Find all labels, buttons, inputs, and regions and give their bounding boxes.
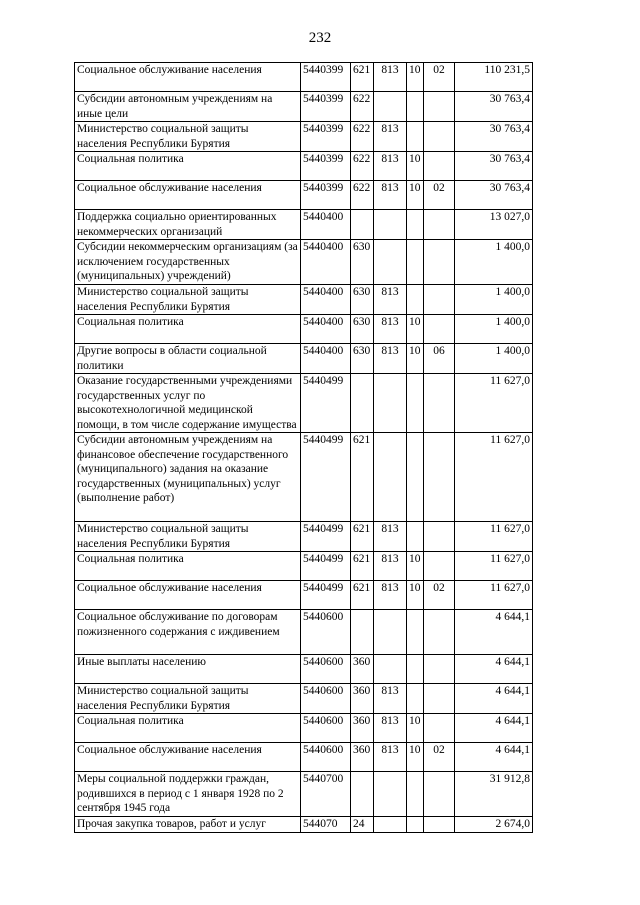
row-section: 10 (407, 714, 424, 743)
row-code: 5440399 (301, 92, 351, 122)
row-type (351, 210, 374, 240)
row-type: 630 (351, 344, 374, 374)
row-ministry (374, 817, 407, 833)
row-code: 5440399 (301, 152, 351, 181)
table-row (75, 92, 533, 122)
row-amount: 4 644,1 (455, 714, 533, 743)
row-ministry: 813 (374, 122, 407, 152)
row-name: Социальная политика (75, 315, 301, 344)
row-subsection (424, 210, 455, 240)
row-ministry (374, 240, 407, 285)
table-row (75, 63, 533, 92)
row-code: 5440400 (301, 344, 351, 374)
row-amount: 11 627,0 (455, 433, 533, 522)
row-ministry: 813 (374, 315, 407, 344)
row-amount: 1 400,0 (455, 240, 533, 285)
row-ministry (374, 772, 407, 817)
row-name: Социальное обслуживание населения (75, 743, 301, 772)
row-type: 621 (351, 552, 374, 581)
row-name: Иные выплаты населению (75, 655, 301, 684)
row-subsection (424, 817, 455, 833)
row-code: 5440400 (301, 315, 351, 344)
row-section (407, 522, 424, 552)
row-amount: 30 763,4 (455, 122, 533, 152)
row-section: 10 (407, 152, 424, 181)
row-type: 621 (351, 522, 374, 552)
row-name: Социальная политика (75, 152, 301, 181)
page-number: 232 (308, 30, 332, 46)
row-name: Социальное обслуживание населения (75, 63, 301, 92)
row-name: Меры социальной поддержки граждан, родившихся в период с 1 января 1928 по 2 сентября 1945 года (75, 772, 301, 817)
row-code: 5440600 (301, 743, 351, 772)
row-section (407, 433, 424, 522)
row-code: 5440399 (301, 181, 351, 210)
row-subsection (424, 374, 455, 433)
row-type: 621 (351, 433, 374, 522)
row-subsection (424, 714, 455, 743)
table-row (75, 344, 533, 374)
row-name: Социальное обслуживание по договорам пожизненного содержания с иждивением (75, 610, 301, 655)
row-section: 10 (407, 315, 424, 344)
row-amount: 11 627,0 (455, 522, 533, 552)
row-code: 5440499 (301, 552, 351, 581)
row-subsection (424, 655, 455, 684)
row-ministry: 813 (374, 684, 407, 714)
row-section: 10 (407, 344, 424, 374)
row-ministry: 813 (374, 743, 407, 772)
table-row (75, 122, 533, 152)
row-ministry (374, 610, 407, 655)
row-subsection: 02 (424, 743, 455, 772)
row-amount: 30 763,4 (455, 152, 533, 181)
row-ministry: 813 (374, 181, 407, 210)
row-type (351, 772, 374, 817)
row-amount: 4 644,1 (455, 684, 533, 714)
row-ministry: 813 (374, 581, 407, 610)
table-row (75, 552, 533, 581)
table-row (75, 433, 533, 522)
table-row (75, 684, 533, 714)
row-subsection (424, 285, 455, 315)
row-amount: 2 674,0 (455, 817, 533, 833)
table-row (75, 714, 533, 743)
row-name: Социальное обслуживание населения (75, 581, 301, 610)
row-amount: 4 644,1 (455, 610, 533, 655)
row-code: 5440400 (301, 210, 351, 240)
row-section (407, 610, 424, 655)
row-type: 622 (351, 122, 374, 152)
row-type: 630 (351, 285, 374, 315)
table-row (75, 581, 533, 610)
row-type: 360 (351, 743, 374, 772)
row-name: Поддержка социально ориентированных некоммерческих организаций (75, 210, 301, 240)
row-section (407, 655, 424, 684)
row-subsection: 06 (424, 344, 455, 374)
row-amount: 11 627,0 (455, 581, 533, 610)
row-code: 5440399 (301, 122, 351, 152)
row-subsection (424, 684, 455, 714)
row-subsection (424, 772, 455, 817)
row-code: 5440700 (301, 772, 351, 817)
row-subsection (424, 240, 455, 285)
row-type: 621 (351, 581, 374, 610)
row-type: 622 (351, 152, 374, 181)
table-row (75, 743, 533, 772)
row-ministry (374, 655, 407, 684)
row-section: 10 (407, 63, 424, 92)
row-code: 5440600 (301, 714, 351, 743)
row-name: Министерство социальной защиты населения Республики Бурятия (75, 122, 301, 152)
row-section (407, 817, 424, 833)
row-ministry: 813 (374, 344, 407, 374)
row-code: 5440600 (301, 610, 351, 655)
row-ministry (374, 210, 407, 240)
table-row (75, 240, 533, 285)
table-row (75, 285, 533, 315)
row-amount: 11 627,0 (455, 374, 533, 433)
row-subsection: 02 (424, 181, 455, 210)
row-code: 544070 (301, 817, 351, 833)
row-name: Оказание государственными учреждениями государственных услуг по высокотехнологичной медицинской помощи, в том числе содержание имущества (75, 374, 301, 433)
table-row (75, 522, 533, 552)
row-ministry (374, 92, 407, 122)
row-subsection (424, 433, 455, 522)
row-name: Социальная политика (75, 714, 301, 743)
row-type: 630 (351, 315, 374, 344)
row-name: Субсидии автономным учреждениям на иные цели (75, 92, 301, 122)
row-amount: 31 912,8 (455, 772, 533, 817)
row-amount: 110 231,5 (455, 63, 533, 92)
row-subsection (424, 610, 455, 655)
row-type: 621 (351, 63, 374, 92)
row-type: 24 (351, 817, 374, 833)
table-row (75, 210, 533, 240)
row-type: 360 (351, 684, 374, 714)
row-ministry: 813 (374, 522, 407, 552)
row-amount: 1 400,0 (455, 344, 533, 374)
row-section: 10 (407, 181, 424, 210)
row-subsection (424, 552, 455, 581)
table-row (75, 315, 533, 344)
row-amount: 4 644,1 (455, 655, 533, 684)
row-section: 10 (407, 581, 424, 610)
row-section (407, 240, 424, 285)
row-code: 5440499 (301, 581, 351, 610)
row-section (407, 374, 424, 433)
row-name: Социальная политика (75, 552, 301, 581)
row-name: Субсидии некоммерческим организациям (за исключением государственных (муниципальных) учреждений) (75, 240, 301, 285)
row-subsection (424, 522, 455, 552)
row-name: Социальное обслуживание населения (75, 181, 301, 210)
row-code: 5440600 (301, 655, 351, 684)
row-subsection (424, 122, 455, 152)
row-amount: 30 763,4 (455, 92, 533, 122)
row-type: 360 (351, 655, 374, 684)
row-section: 10 (407, 552, 424, 581)
row-code: 5440399 (301, 63, 351, 92)
row-subsection (424, 92, 455, 122)
row-amount: 11 627,0 (455, 552, 533, 581)
row-ministry (374, 374, 407, 433)
row-amount: 1 400,0 (455, 315, 533, 344)
row-section (407, 285, 424, 315)
row-subsection: 02 (424, 581, 455, 610)
row-amount: 13 027,0 (455, 210, 533, 240)
row-name: Другие вопросы в области социальной политики (75, 344, 301, 374)
row-section (407, 92, 424, 122)
row-subsection (424, 152, 455, 181)
row-code: 5440600 (301, 684, 351, 714)
row-ministry: 813 (374, 552, 407, 581)
row-type (351, 610, 374, 655)
row-name: Министерство социальной защиты населения Республики Бурятия (75, 684, 301, 714)
row-section (407, 122, 424, 152)
row-type: 630 (351, 240, 374, 285)
table-row (75, 772, 533, 817)
table-row (75, 181, 533, 210)
table-row (75, 374, 533, 433)
row-type: 622 (351, 181, 374, 210)
row-amount: 4 644,1 (455, 743, 533, 772)
row-name: Прочая закупка товаров, работ и услуг (75, 817, 301, 833)
row-section (407, 684, 424, 714)
row-code: 5440499 (301, 522, 351, 552)
row-name: Министерство социальной защиты населения Республики Бурятия (75, 285, 301, 315)
row-type (351, 374, 374, 433)
row-code: 5440499 (301, 433, 351, 522)
row-amount: 30 763,4 (455, 181, 533, 210)
row-name: Министерство социальной защиты населения Республики Бурятия (75, 522, 301, 552)
table-row (75, 655, 533, 684)
row-name: Субсидии автономным учреждениям на финансовое обеспечение государственного (муниципального) задания на оказание государственных (муниципальных) услуг (выполнение работ) (75, 433, 301, 522)
row-ministry: 813 (374, 714, 407, 743)
row-subsection (424, 315, 455, 344)
row-section (407, 772, 424, 817)
row-subsection: 02 (424, 63, 455, 92)
row-section: 10 (407, 743, 424, 772)
row-code: 5440400 (301, 285, 351, 315)
row-ministry: 813 (374, 285, 407, 315)
row-ministry: 813 (374, 63, 407, 92)
table-row (75, 817, 533, 833)
table-row (75, 152, 533, 181)
row-type: 622 (351, 92, 374, 122)
row-amount: 1 400,0 (455, 285, 533, 315)
row-section (407, 210, 424, 240)
table-row (75, 610, 533, 655)
row-type: 360 (351, 714, 374, 743)
row-code: 5440499 (301, 374, 351, 433)
row-code: 5440400 (301, 240, 351, 285)
budget-table (74, 62, 533, 833)
row-ministry: 813 (374, 152, 407, 181)
row-ministry (374, 433, 407, 522)
